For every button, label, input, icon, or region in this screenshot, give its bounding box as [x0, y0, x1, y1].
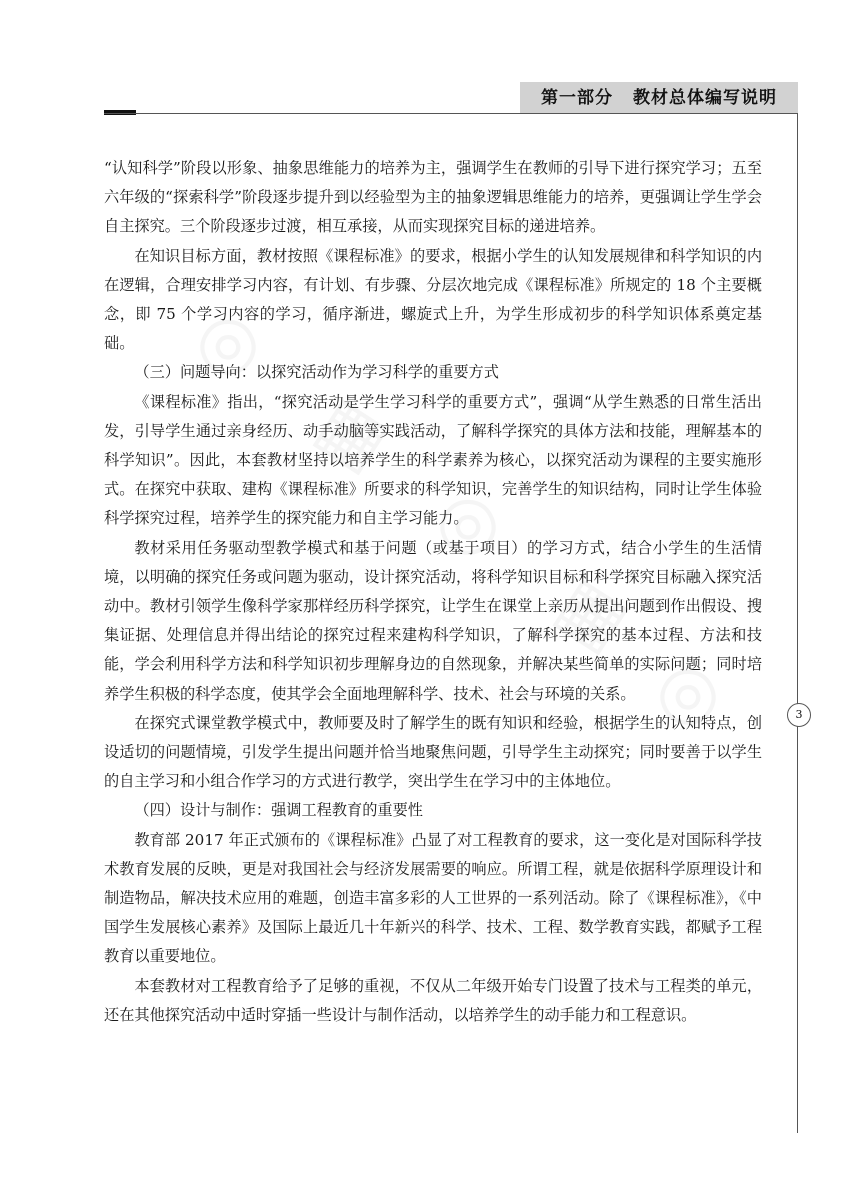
side-rule — [797, 113, 798, 1133]
watermark: ◎ ▦ ◎ ▦ ◎ — [182, 289, 741, 745]
paragraph: 本套教材对工程教育给予了足够的重视，不仅从二年级开始专门设置了技术与工程类的单元，还在其他探究活动中适时穿插一些设计与制作活动，以培养学生的动手能力和工程意识。 — [104, 976, 762, 1024]
subsection-heading: （四）设计与制作：强调工程教育的重要性 — [134, 801, 423, 820]
header-rule — [104, 113, 798, 114]
paragraph: 在探究式课堂教学模式中，教师要及时了解学生的既有知识和经验，根据学生的认知特点，创设适切的问题情境，引发学生提出问题并恰当地聚焦问题，引导学生主动探究；同时要善于以学生的自主学习和小组合作学习的方式进行教学，突出学生在学习中的主体地位。 — [104, 713, 762, 791]
paragraph: “认知科学”阶段以形象、抽象思维能力的培养为主，强调学生在教师的引导下进行探究学习；五至六年级的“探索科学”阶段逐步提升到以经验型为主的抽象逻辑思维能力的培养，更强调让学生学会自主探究。三个阶段逐步过渡，相互承接，从而实现探究目标的递进培养。 — [104, 159, 762, 236]
subsection-heading: （三）问题导向：以探究活动作为学习科学的重要方式 — [134, 363, 499, 382]
part-label: 第一部分 — [541, 88, 613, 108]
paragraph: 教育部 2017 年正式颁布的《课程标准》凸显了对工程教育的要求，这一变化是对国际科学技术教育发展的反映，更是对我国社会与经济发展需要的响应。所谓工程，就是依据科学原理设计和制造物品，解决技术应用的难题，创造丰富多彩的人工世界的一系列活动。除了《课程标准》，《中国学生发展核心素养》及国际上最近几十年新兴的科学、技术、工程、数学教育实践，都赋予工程教育以重要地位。 — [104, 830, 762, 966]
body-text — [104, 154, 762, 1030]
section-header-tab — [520, 82, 798, 114]
paragraph: 教材采用任务驱动型教学模式和基于问题（或基于项目）的学习方式，结合小学生的生活情境，以明确的探究任务或问题为驱动，设计探究活动，将科学知识目标和科学探究目标融入探究活动中。教材引领学生像科学家那样经历科学探究，让学生在课堂上亲历从提出问题到作出假设、搜集证据、处理信息并得出结论的探究过程来建构科学知识，了解科学探究的基本过程、方法和技能，学会利用科学方法和科学知识初步理解身边的自然现象，并解决某些简单的实际问题；同时培养学生积极的科学态度，使其学会全面地理解科学、技术、社会与环境的关系。 — [104, 538, 762, 703]
page-number: 3 — [787, 703, 811, 727]
section-title: 教材总体编写说明 — [633, 88, 777, 108]
paragraph: 在知识目标方面，教材按照《课程标准》的要求，根据小学生的认知发展规律和科学知识的内在逻辑，合理安排学习内容，有计划、有步骤、分层次地完成《课程标准》所规定的 18 个主要概念，即 75 个学习内容的学习，循序渐进，螺旋式上升，为学生形成初步的科学知识体系奠定基础。 — [104, 246, 762, 353]
paragraph: 《课程标准》指出，“探究活动是学生学习科学的重要方式”，强调“从学生熟悉的日常生活出发，引导学生通过亲身经历、动手动脑等实践活动，了解科学探究的具体方法和技能，理解基本的科学知识”。因此，本套教材坚持以培养学生的科学素养为核心，以探究活动为课程的主要实施形式。在探究中获取、建构《课程标准》所要求的科学知识，完善学生的知识结构，同时让学生体验科学探究过程，培养学生的探究能力和自主学习能力。 — [104, 392, 762, 528]
